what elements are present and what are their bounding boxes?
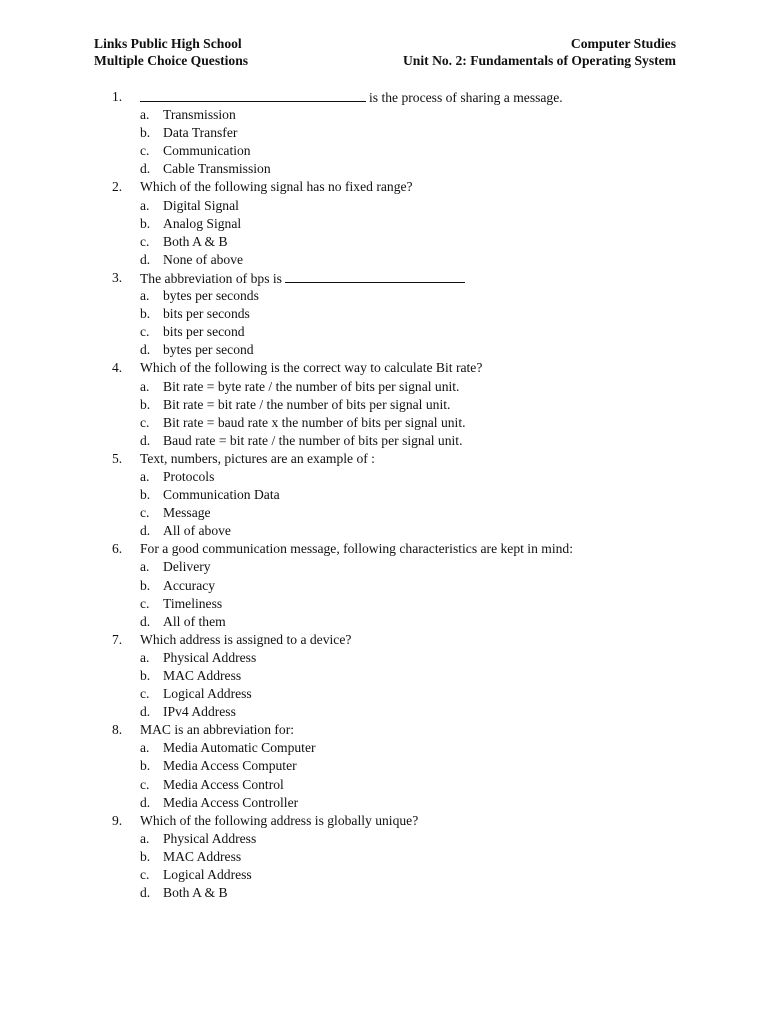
- fill-in-blank: [285, 269, 465, 283]
- option-letter: b.: [140, 396, 151, 412]
- option-text: MAC Address: [163, 848, 242, 864]
- question-3: [112, 269, 672, 359]
- option-letter: c.: [140, 233, 150, 249]
- option-letter: a.: [140, 288, 150, 304]
- option-text: Transmission: [163, 107, 236, 123]
- option-letter: b.: [140, 487, 151, 503]
- question-text: For a good communication message, following characteristics are kept in mind:: [140, 541, 573, 557]
- option-c: [112, 233, 672, 251]
- option-letter: b.: [140, 577, 151, 593]
- option-letter: d.: [140, 161, 151, 177]
- option-letter: b.: [140, 306, 151, 322]
- option-text: bits per seconds: [163, 306, 250, 322]
- question-1: [112, 88, 672, 178]
- option-text: Message: [163, 505, 211, 521]
- question-4: [112, 359, 672, 449]
- option-text: Accuracy: [163, 577, 216, 593]
- header-row-1: [94, 35, 676, 52]
- option-letter: b.: [140, 125, 151, 141]
- option-text: Both A & B: [163, 885, 228, 901]
- question-number: 1.: [112, 89, 123, 104]
- question-row: [112, 721, 672, 739]
- option-letter: c.: [140, 505, 150, 521]
- option-c: [112, 866, 672, 884]
- option-text: Logical Address: [163, 867, 252, 883]
- option-text: Timeliness: [163, 595, 223, 611]
- question-text: Which of the following address is globally unique?: [140, 812, 419, 828]
- option-letter: a.: [140, 559, 150, 575]
- option-text: Cable Transmission: [163, 161, 271, 177]
- option-text: Media Automatic Computer: [163, 740, 316, 756]
- option-letter: d.: [140, 794, 151, 810]
- option-letter: a.: [140, 468, 150, 484]
- option-text: Physical Address: [163, 830, 257, 846]
- option-text: Analog Signal: [163, 215, 242, 231]
- option-text: Communication Data: [163, 487, 280, 503]
- option-list: [112, 649, 672, 721]
- option-text: Bit rate = baud rate x the number of bits per signal unit.: [163, 414, 466, 430]
- option-list: [112, 287, 672, 359]
- option-c: [112, 595, 672, 613]
- option-list: [112, 378, 672, 450]
- option-letter: d.: [140, 251, 151, 267]
- question-number: 3.: [112, 269, 123, 285]
- option-text: Bit rate = byte rate / the number of bits per signal unit.: [163, 378, 460, 394]
- document-header: [94, 35, 676, 69]
- option-b: [112, 486, 672, 504]
- option-text: Media Access Computer: [163, 758, 297, 774]
- option-d: [112, 884, 672, 902]
- option-b: [112, 396, 672, 414]
- school-name: Links Public High School: [94, 36, 242, 51]
- option-letter: d.: [140, 432, 151, 448]
- option-letter: b.: [140, 215, 151, 231]
- option-d: [112, 160, 672, 178]
- option-d: [112, 522, 672, 540]
- option-letter: c.: [140, 595, 150, 611]
- option-text: Protocols: [163, 468, 215, 484]
- option-a: [112, 468, 672, 486]
- option-list: [112, 197, 672, 269]
- option-b: [112, 215, 672, 233]
- option-d: [112, 251, 672, 269]
- option-text: None of above: [163, 251, 244, 267]
- question-row: [112, 631, 672, 649]
- option-letter: a.: [140, 197, 150, 213]
- option-letter: c.: [140, 776, 150, 792]
- option-letter: a.: [140, 649, 150, 665]
- option-list: [112, 739, 672, 811]
- option-letter: d.: [140, 613, 151, 629]
- question-text-wrapper: [140, 88, 563, 106]
- option-b: [112, 305, 672, 323]
- document-type: Multiple Choice Questions: [94, 53, 249, 68]
- option-b: [112, 667, 672, 685]
- option-text: Physical Address: [163, 649, 257, 665]
- option-d: [112, 341, 672, 359]
- option-text: Both A & B: [163, 233, 228, 249]
- option-c: [112, 142, 672, 160]
- option-d: [112, 613, 672, 631]
- question-text-wrapper: [140, 269, 465, 287]
- option-letter: d.: [140, 342, 151, 358]
- option-text: Bit rate = bit rate / the number of bits per signal unit.: [163, 396, 451, 412]
- question-9: [112, 812, 672, 902]
- option-letter: c.: [140, 143, 150, 159]
- question-text: Which address is assigned to a device?: [140, 631, 352, 647]
- option-letter: a.: [140, 378, 150, 394]
- option-letter: d.: [140, 523, 151, 539]
- option-letter: c.: [140, 867, 150, 883]
- question-row: [112, 450, 672, 468]
- option-a: [112, 287, 672, 305]
- question-6: [112, 540, 672, 630]
- option-a: [112, 106, 672, 124]
- option-a: [112, 558, 672, 576]
- option-a: [112, 197, 672, 215]
- question-text: Text, numbers, pictures are an example of :: [140, 450, 375, 466]
- option-letter: c.: [140, 414, 150, 430]
- fill-in-blank: [140, 88, 366, 102]
- option-list: [112, 830, 672, 902]
- unit-title: Unit No. 2: Fundamentals of Operating System: [402, 53, 676, 68]
- option-text: All of above: [163, 523, 231, 539]
- option-a: [112, 830, 672, 848]
- option-letter: c.: [140, 686, 150, 702]
- question-7: [112, 631, 672, 721]
- option-letter: d.: [140, 704, 151, 720]
- question-row: [112, 812, 672, 830]
- option-list: [112, 106, 672, 178]
- option-text: MAC Address: [163, 668, 242, 683]
- option-b: [112, 757, 672, 775]
- option-text: All of them: [163, 613, 226, 629]
- option-c: [112, 323, 672, 341]
- option-text: bytes per seconds: [163, 288, 259, 304]
- question-row: [112, 88, 672, 106]
- option-list: [112, 468, 672, 540]
- option-text: Baud rate = bit rate / the number of bits per signal unit.: [163, 432, 463, 448]
- question-number: 8.: [112, 722, 123, 738]
- question-number: 7.: [112, 631, 123, 647]
- option-c: [112, 776, 672, 794]
- option-d: [112, 703, 672, 721]
- question-row: [112, 540, 672, 558]
- option-d: [112, 432, 672, 450]
- option-text: bits per second: [163, 324, 245, 340]
- option-text: Data Transfer: [163, 125, 238, 141]
- option-text: Logical Address: [163, 686, 252, 702]
- question-list: [112, 88, 672, 902]
- subject-name: Computer Studies: [570, 36, 676, 51]
- option-text: Media Access Controller: [163, 794, 299, 810]
- question-number: 5.: [112, 450, 123, 466]
- option-text: Digital Signal: [163, 197, 239, 213]
- option-b: [112, 577, 672, 595]
- option-text: Communication: [163, 143, 251, 159]
- option-letter: d.: [140, 885, 151, 901]
- question-text: MAC is an abbreviation for:: [140, 722, 295, 738]
- option-letter: b.: [140, 668, 151, 683]
- question-2: [112, 178, 672, 268]
- option-text: bytes per second: [163, 342, 254, 358]
- question-text: Which of the following is the correct way to calculate Bit rate?: [140, 360, 483, 376]
- question-row: [112, 359, 672, 377]
- option-c: [112, 685, 672, 703]
- question-text: The abbreviation of bps is: [140, 270, 282, 286]
- question-row: [112, 178, 672, 196]
- option-letter: a.: [140, 107, 150, 123]
- option-a: [112, 739, 672, 757]
- option-a: [112, 649, 672, 667]
- question-number: 9.: [112, 812, 123, 828]
- option-text: Media Access Control: [163, 776, 284, 792]
- option-a: [112, 378, 672, 396]
- question-8: [112, 721, 672, 811]
- option-letter: b.: [140, 848, 151, 864]
- question-number: 2.: [112, 179, 123, 195]
- option-letter: a.: [140, 830, 150, 846]
- option-letter: a.: [140, 740, 150, 756]
- option-letter: c.: [140, 324, 150, 340]
- option-c: [112, 504, 672, 522]
- question-5: [112, 450, 672, 540]
- option-text: Delivery: [163, 559, 211, 575]
- option-b: [112, 848, 672, 866]
- option-letter: b.: [140, 758, 151, 774]
- option-d: [112, 794, 672, 812]
- question-number: 4.: [112, 360, 123, 376]
- question-text: Which of the following signal has no fixed range?: [140, 179, 413, 195]
- option-list: [112, 558, 672, 630]
- question-text: is the process of sharing a message.: [369, 90, 563, 105]
- option-b: [112, 124, 672, 142]
- option-c: [112, 414, 672, 432]
- header-row-2: [94, 52, 676, 69]
- question-row: [112, 269, 672, 287]
- option-text: IPv4 Address: [163, 704, 236, 720]
- question-number: 6.: [112, 541, 123, 557]
